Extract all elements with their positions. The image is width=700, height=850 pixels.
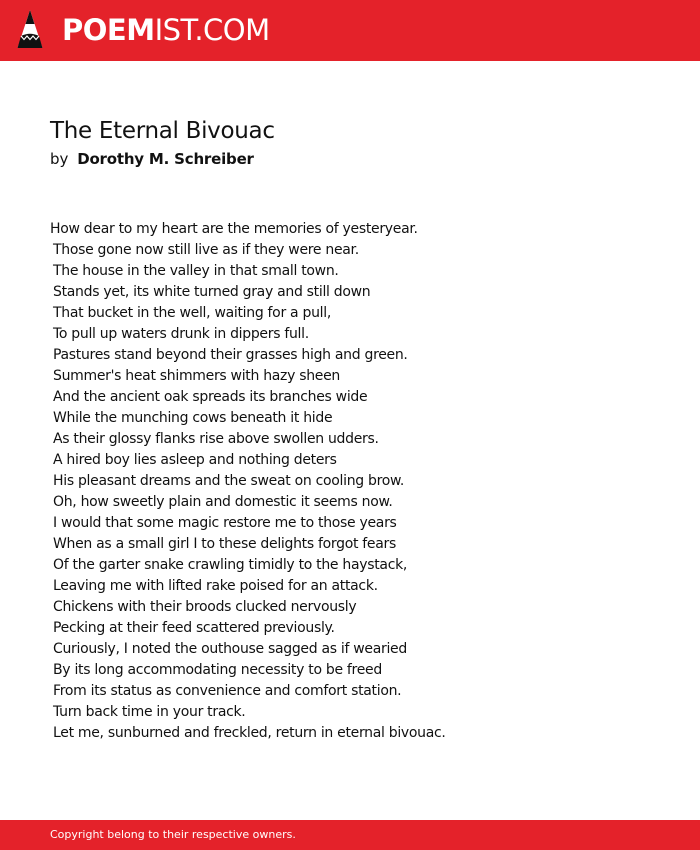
poem-line: Chickens with their broods clucked nervously (53, 599, 357, 615)
poem-title: The Eternal Bivouac (50, 118, 275, 144)
poem-line: When as a small girl I to these delights forgot fears (53, 536, 396, 552)
site-header (0, 0, 700, 61)
poem-line: From its status as convenience and comfort station. (53, 683, 402, 699)
site-footer (0, 820, 700, 850)
poem-line: Curiously, I noted the outhouse sagged as if wearied (53, 641, 407, 657)
poem-line: Pastures stand beyond their grasses high and green. (53, 347, 408, 363)
poem-line: Pecking at their feed scattered previously. (53, 620, 335, 636)
poem-line: By its long accommodating necessity to be freed (53, 662, 382, 678)
site-logo-text[interactable] (62, 11, 270, 49)
poem-line: Those gone now still live as if they were near. (53, 242, 359, 258)
brand-bold-text: POEM (62, 13, 155, 47)
poem-line: Let me, sunburned and freckled, return in eternal bivouac. (53, 725, 446, 741)
poem-line: Summer's heat shimmers with hazy sheen (53, 368, 341, 384)
poem-line: As their glossy flanks rise above swollen udders. (53, 431, 379, 447)
poem-line: How dear to my heart are the memories of yesteryear. (50, 221, 418, 237)
poem-line: I would that some magic restore me to those years (53, 515, 397, 531)
poem-line: And the ancient oak spreads its branches wide (53, 389, 368, 405)
poem-line: That bucket in the well, waiting for a pull, (53, 305, 331, 321)
poem-line: Oh, how sweetly plain and domestic it seems now. (53, 494, 393, 510)
byline (50, 149, 254, 169)
poem-line: Leaving me with lifted rake poised for an attack. (53, 578, 378, 594)
poem-line: While the munching cows beneath it hide (53, 410, 333, 426)
poem-body (50, 219, 446, 744)
poem-line: A hired boy lies asleep and nothing deters (53, 452, 337, 468)
by-label: by (50, 150, 69, 168)
poem-line: To pull up waters drunk in dippers full. (53, 326, 309, 342)
brand-light-text: IST.COM (154, 13, 270, 47)
poem-line: Stands yet, its white turned gray and still down (53, 284, 371, 300)
author-name: Dorothy M. Schreiber (77, 150, 254, 168)
poem-line: The house in the valley in that small town. (53, 263, 339, 279)
poem-line: Of the garter snake crawling timidly to the haystack, (53, 557, 408, 573)
poem-line: Turn back time in your track. (53, 704, 246, 720)
poem-line: His pleasant dreams and the sweat on cooling brow. (53, 473, 405, 489)
copyright-text: Copyright belong to their respective owners. (50, 828, 296, 841)
pencil-tip-icon[interactable] (16, 9, 44, 51)
